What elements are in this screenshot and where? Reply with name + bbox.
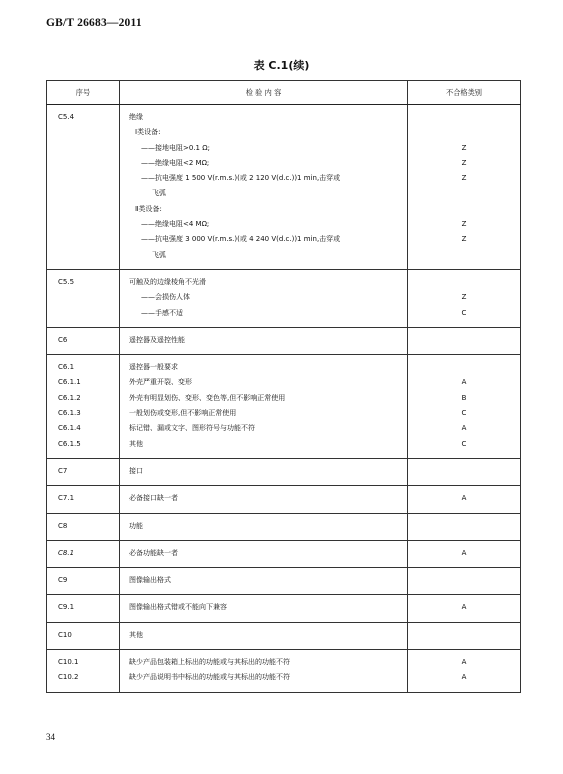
nonconformity-category: Z — [461, 293, 467, 302]
item-number: C5.5 — [58, 277, 75, 286]
inspection-item-text: ——抗电强度 3 000 V(r.m.s.)(或 4 240 V(d.c.))1 min,击穿或 — [141, 235, 341, 244]
nonconformity-category — [408, 125, 520, 140]
nonconformity-category — [408, 202, 520, 217]
item-number-cell — [47, 568, 120, 595]
category-cell — [408, 486, 521, 513]
inspection-item-text: 一般划伤或变形,但不影响正常使用 — [129, 409, 237, 418]
inspection-item-text: 外壳严重开裂、变形 — [129, 378, 192, 387]
inspection-item-text: 接口 — [129, 466, 143, 475]
content-cell — [120, 595, 408, 622]
table-row — [47, 355, 521, 459]
column-header-content: 检 验 内 容 — [120, 81, 408, 105]
page-number: 34 — [46, 732, 55, 742]
item-number: C6.1.2 — [58, 393, 81, 402]
nonconformity-category: A — [461, 378, 467, 387]
content-cell — [120, 513, 408, 540]
nonconformity-category — [408, 573, 520, 588]
nonconformity-category — [408, 464, 520, 479]
table-header-row — [47, 81, 521, 105]
item-number: C9 — [58, 576, 68, 585]
inspection-item-text: 必备接口缺一者 — [129, 494, 178, 503]
content-cell — [120, 105, 408, 270]
item-number: C10.2 — [58, 673, 79, 682]
inspection-item-text: ——会损伤人体 — [141, 293, 190, 302]
content-cell — [120, 622, 408, 649]
inspection-item-text: 缺少产品说明书中标出的功能或与其标出的功能不符 — [129, 673, 290, 682]
item-number-cell — [47, 540, 120, 567]
category-cell — [408, 568, 521, 595]
item-number-cell — [47, 622, 120, 649]
item-number-cell — [47, 355, 120, 459]
table-body — [47, 105, 521, 693]
inspection-item-text: 飞弧 — [152, 250, 166, 259]
content-cell — [120, 568, 408, 595]
content-cell — [120, 458, 408, 485]
nonconformity-category: A — [461, 658, 467, 667]
column-header-category: 不合格类别 — [408, 81, 521, 105]
inspection-item-text: ——手感不适 — [141, 308, 183, 317]
item-number-cell — [47, 595, 120, 622]
category-cell — [408, 650, 521, 693]
nonconformity-category — [408, 110, 520, 125]
nonconformity-category: A — [461, 494, 467, 503]
table-row — [47, 458, 521, 485]
item-number — [47, 186, 119, 201]
nonconformity-category — [408, 186, 520, 201]
item-number — [47, 141, 119, 156]
content-cell — [120, 486, 408, 513]
inspection-item-text: ——接地电阻>0.1 Ω; — [141, 143, 210, 152]
item-number — [47, 232, 119, 247]
inspection-item-text: 飞弧 — [152, 189, 166, 198]
category-cell — [408, 540, 521, 567]
table-row — [47, 568, 521, 595]
table-row — [47, 622, 521, 649]
nonconformity-category: B — [461, 393, 467, 402]
item-number — [47, 156, 119, 171]
standard-code: GB/T 26683—2011 — [46, 17, 142, 29]
inspection-item-text: Ⅰ类设备: — [135, 128, 161, 137]
content-cell — [120, 650, 408, 693]
table-row — [47, 513, 521, 540]
inspection-item-text: 外壳有明显划伤、变形、变色等,但不影响正常使用 — [129, 393, 286, 402]
inspection-item-text: 其他 — [129, 439, 143, 448]
item-number: C7 — [58, 466, 68, 475]
table-row — [47, 540, 521, 567]
category-cell — [408, 513, 521, 540]
inspection-item-text: 必备功能缺一者 — [129, 548, 178, 557]
content-cell — [120, 327, 408, 354]
item-number — [47, 248, 119, 263]
nonconformity-category: C — [461, 409, 467, 418]
inspection-item-text: Ⅱ类设备: — [135, 204, 162, 213]
content-cell — [120, 355, 408, 459]
inspection-item-text: 功能 — [129, 521, 143, 530]
item-number: C6.1 — [58, 363, 75, 372]
nonconformity-category: A — [461, 673, 467, 682]
table-title: 表 C.1(续) — [253, 59, 310, 72]
table-row — [47, 650, 521, 693]
inspection-item-text: 遥控器及遥控性能 — [129, 335, 185, 344]
nonconformity-category: Z — [461, 220, 467, 229]
table-row — [47, 269, 521, 327]
nonconformity-category — [408, 275, 520, 290]
item-number: C10.1 — [58, 658, 79, 667]
inspection-item-text: 图像输出格式错或不能向下兼容 — [129, 603, 227, 612]
item-number-cell — [47, 105, 120, 270]
nonconformity-category: C — [461, 439, 467, 448]
inspection-item-text: ——抗电强度 1 500 V(r.m.s.)(或 2 120 V(d.c.))1 min,击穿或 — [141, 174, 341, 183]
nonconformity-category: C — [461, 308, 467, 317]
item-number-cell — [47, 513, 120, 540]
item-number-cell — [47, 269, 120, 327]
item-number — [47, 306, 119, 321]
item-number — [47, 290, 119, 305]
category-cell — [408, 355, 521, 459]
inspection-item-text: ——绝缘电阻<4 MΩ; — [141, 220, 210, 229]
inspection-item-text: 遥控器一般要求 — [129, 363, 178, 372]
inspection-item-text: 绝缘 — [129, 113, 143, 121]
nonconformity-category: Z — [461, 174, 467, 183]
category-cell — [408, 458, 521, 485]
nonconformity-category — [408, 248, 520, 263]
inspection-table — [46, 80, 521, 693]
nonconformity-category: Z — [461, 143, 467, 152]
category-cell — [408, 327, 521, 354]
item-number: C10 — [58, 630, 72, 639]
item-number-cell — [47, 327, 120, 354]
nonconformity-category — [408, 628, 520, 643]
item-number: C6.1.4 — [58, 424, 81, 433]
table-row — [47, 595, 521, 622]
nonconformity-category: Z — [461, 235, 467, 244]
item-number: C8.1 — [58, 548, 75, 557]
table-row — [47, 327, 521, 354]
item-number-cell — [47, 458, 120, 485]
item-number: C9.1 — [58, 603, 75, 612]
inspection-item-text: 其他 — [129, 630, 143, 639]
table-row — [47, 486, 521, 513]
nonconformity-category: A — [461, 548, 467, 557]
item-number: C6.1.1 — [58, 378, 81, 387]
item-number — [47, 125, 119, 140]
nonconformity-category — [408, 360, 520, 375]
item-number-cell — [47, 650, 120, 693]
item-number: C5.4 — [58, 113, 75, 121]
category-cell — [408, 622, 521, 649]
category-cell — [408, 105, 521, 270]
category-cell — [408, 269, 521, 327]
table-row — [47, 105, 521, 270]
inspection-item-text: 标记错、漏或文字、图形符号与功能不符 — [129, 424, 255, 433]
content-cell — [120, 269, 408, 327]
inspection-item-text: ——绝缘电阻<2 MΩ; — [141, 158, 210, 167]
nonconformity-category: A — [461, 603, 467, 612]
item-number — [47, 202, 119, 217]
nonconformity-category — [408, 333, 520, 348]
item-number: C8 — [58, 521, 68, 530]
content-cell — [120, 540, 408, 567]
inspection-item-text: 缺少产品包装箱上标出的功能或与其标出的功能不符 — [129, 658, 290, 667]
nonconformity-category: Z — [461, 158, 467, 167]
item-number: C6.1.3 — [58, 409, 81, 418]
item-number: C6 — [58, 335, 68, 344]
item-number — [47, 171, 119, 186]
item-number: C7.1 — [58, 494, 75, 503]
item-number-cell — [47, 486, 120, 513]
inspection-item-text: 图像输出格式 — [129, 576, 171, 585]
category-cell — [408, 595, 521, 622]
item-number — [47, 217, 119, 232]
inspection-item-text: 可触及的边缘棱角不光滑 — [129, 277, 206, 286]
column-header-number: 序号 — [47, 81, 120, 105]
nonconformity-category: A — [461, 424, 467, 433]
item-number: C6.1.5 — [58, 439, 81, 448]
nonconformity-category — [408, 519, 520, 534]
